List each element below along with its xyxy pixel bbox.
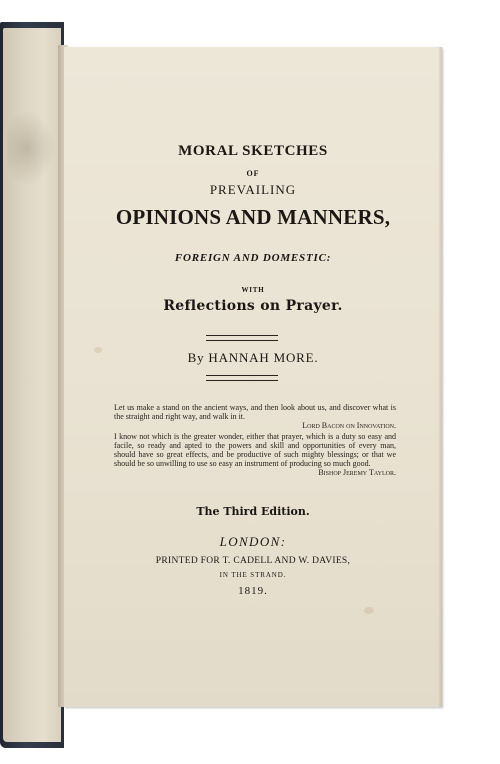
title-line-1: MORAL SKETCHES [178,143,328,159]
epigraph-1-attribution: Lord Bacon on Innovation. [302,421,396,430]
imprint-printer: PRINTED FOR T. CADELL AND W. DAVIES, [155,556,351,566]
epigraph-1-text: Let us make a stand on the ancient ways, and then look about us, and discover what is the straight and right way, and walk in it. [114,403,396,421]
double-rule-top [206,335,278,341]
title-line-2: PREVAILING [209,182,297,197]
double-rule-bottom [206,375,278,381]
title-line-3: OPINIONS AND MANNERS, [115,205,391,229]
bleed-through-mark [7,108,57,188]
epigraph-2 [114,432,396,477]
title-page [64,47,442,707]
edition-line: The Third Edition. [196,505,310,518]
imprint-year: 1819. [238,585,268,597]
author-line: By HANNAH MORE. [187,350,319,365]
subtitle: FOREIGN AND DOMESTIC: [174,252,332,264]
epigraph-2-attribution: Bishop Jeremy Taylor. [318,468,396,477]
imprint-place: LONDON: [219,534,287,549]
left-page [3,28,61,742]
epigraph-1 [114,403,396,430]
imprint-address: IN THE STRAND. [219,571,287,579]
subtitle-reflections: Reflections on Prayer. [163,298,343,314]
epigraph-2-text: I know not which is the greater wonder, either that prayer, which is a duty so easy and facile, so ready and apted to the powers and skill and opportunities of every man, should have so great effects, and be productive of such mighty blessings; or that we should be so unwilling to use so easy an instrument of producing so much good. [114,432,396,468]
foxing-spot [364,607,374,614]
title-with: WITH [241,286,265,294]
title-of: OF [246,169,260,178]
